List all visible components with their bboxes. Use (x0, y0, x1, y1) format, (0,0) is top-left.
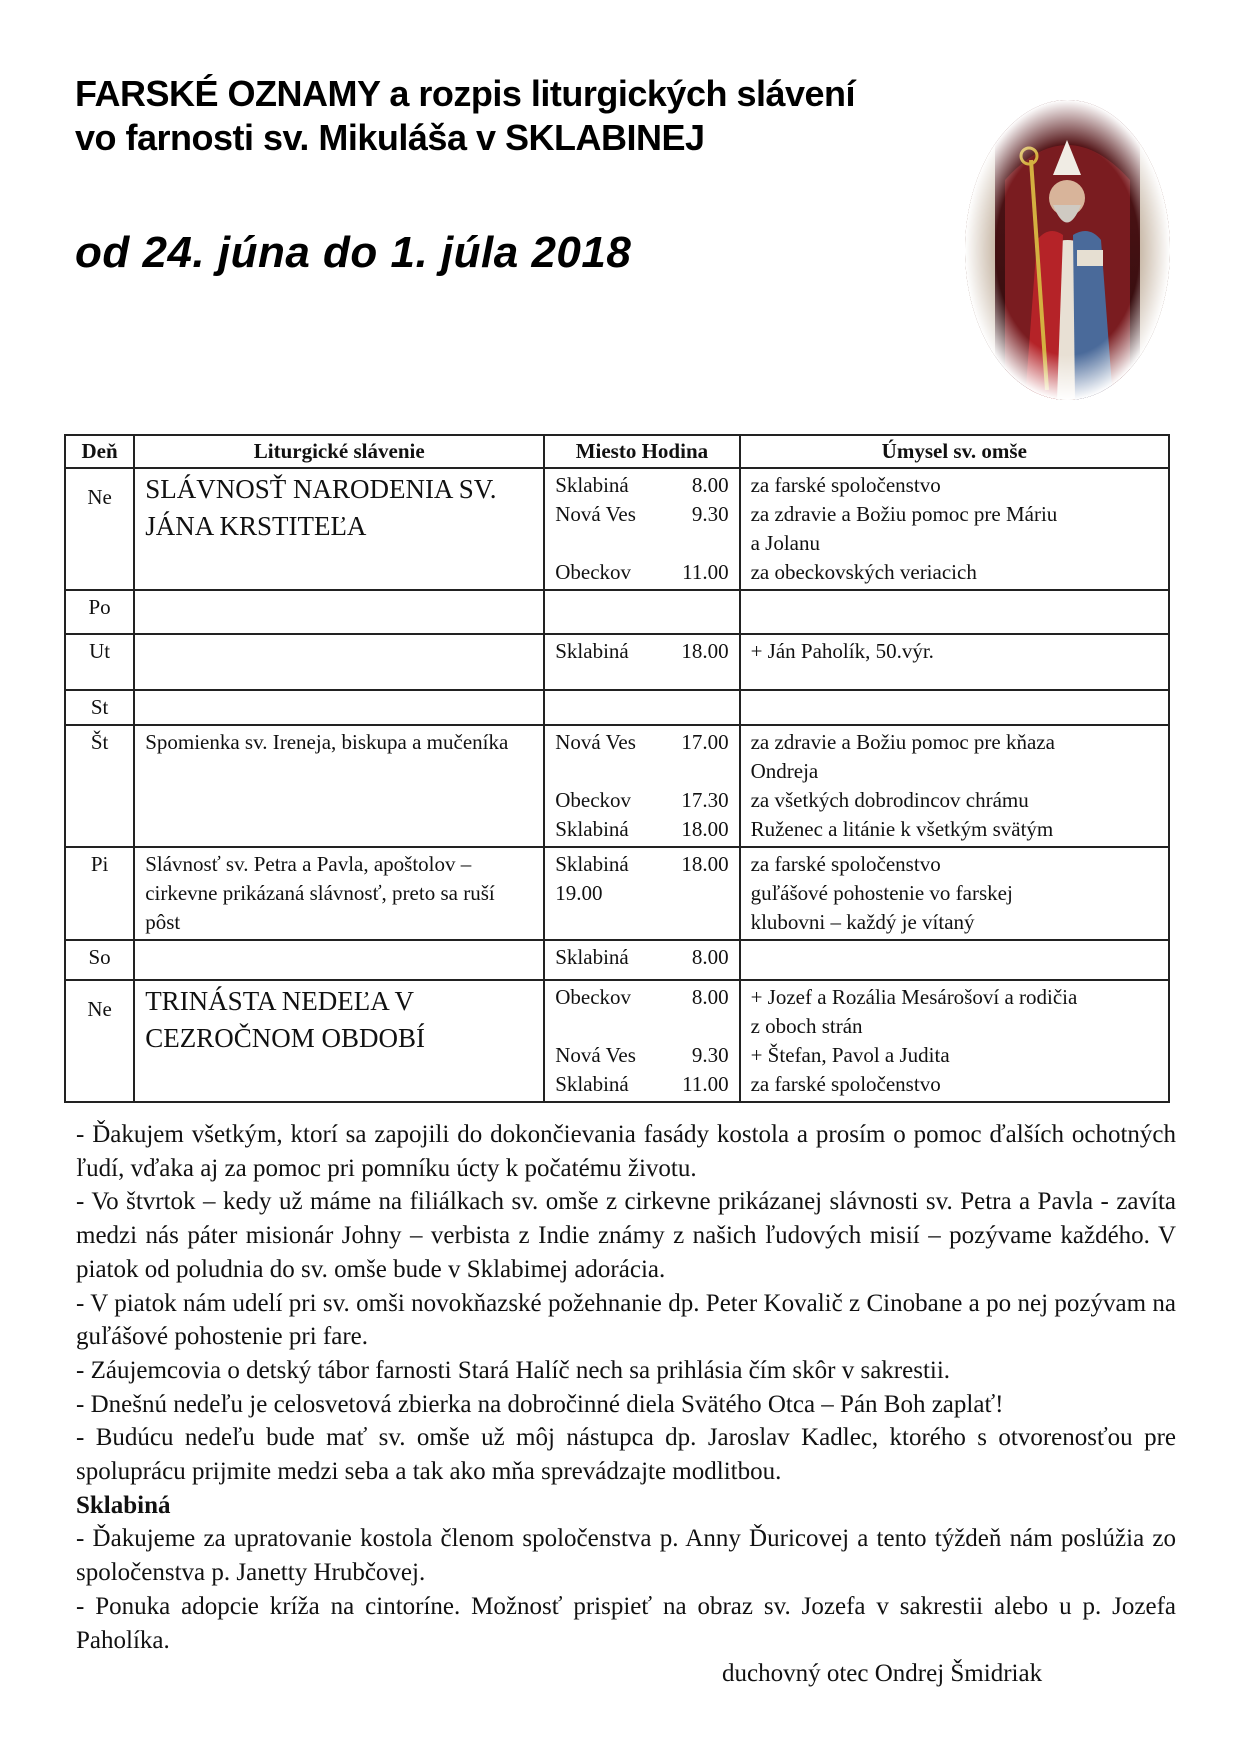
place-name: Sklabiná (555, 1072, 629, 1096)
mass-time: 11.00 (682, 560, 729, 584)
intention-cell (740, 590, 1169, 634)
day-cell: Pi (65, 847, 134, 940)
place-time-cell (544, 725, 739, 847)
place-time-line (555, 471, 728, 500)
table-row (65, 940, 1169, 980)
intention-line: za obeckovských veriacich (750, 560, 977, 584)
place-name: Sklabiná (555, 852, 629, 876)
celebration-cell (134, 690, 544, 725)
place-name: Sklabiná (555, 473, 629, 497)
mass-time: 17.00 (681, 730, 729, 754)
place-time-line (555, 943, 728, 972)
mass-time: 8.00 (691, 945, 729, 969)
mass-time: 11.00 (682, 1072, 729, 1096)
place-name: Sklabiná (555, 945, 629, 969)
intention-line: + Ján Paholík, 50.výr. (750, 639, 934, 663)
place-time-line (555, 879, 728, 908)
table-row (65, 468, 1169, 590)
table-row (65, 634, 1169, 690)
col-header-intention: Úmysel sv. omše (740, 435, 1169, 468)
place-time-cell (544, 468, 739, 590)
intention-line: za farské spoločenstvo (750, 852, 941, 876)
note: - Vo štvrtok – kedy už máme na filiálkach sv. omše z cirkevne prikázanej slávnosti sv. Petra a Pavla - zavíta medzi nás páter misionár Johny – verbista z Indie známy z našich ľudových misií – pozývame každého. V piatok od poludnia do sv. omše bude v Sklabimej adorácia. (76, 1188, 1176, 1283)
mass-time: 8.00 (691, 473, 729, 497)
announcements (76, 1118, 1176, 1657)
place-time-line (555, 728, 728, 757)
intention-line: guľášové pohostenie vo farskej (750, 881, 1013, 905)
day-cell: So (65, 940, 134, 980)
place-time-line (555, 815, 728, 844)
celebration-cell: TRINÁSTA NEDEĽA V CEZROČNOM OBDOBÍ (134, 980, 544, 1102)
sklabina-note: - Ďakujeme za upratovanie kostola členom spoločenstva p. Anny Ďuricovej a tento týždeň nám poslúžia zo spoločenstva p. Janetty Hrubčovej. (76, 1525, 1176, 1587)
table-header-row (65, 435, 1169, 468)
intention-line: klubovni – každý je vítaný (750, 910, 975, 934)
intention-line: za zdravie a Božiu pomoc pre Máriu (750, 502, 1058, 526)
intention-line: Ondreja (750, 759, 819, 783)
celebration-cell (134, 590, 544, 634)
table-row (65, 980, 1169, 1102)
mass-time: 18.00 (681, 852, 729, 876)
day-cell: St (65, 690, 134, 725)
day-cell: Ne (65, 468, 134, 590)
intention-line: za všetkých dobrodincov chrámu (750, 788, 1029, 812)
sklabina-heading: Sklabiná (76, 1491, 171, 1519)
place-time-line (555, 1012, 728, 1041)
place-time-cell (544, 634, 739, 690)
intention-cell (740, 725, 1169, 847)
place-time-line (555, 983, 728, 1012)
day-cell: Št (65, 725, 134, 847)
place-time-line (555, 637, 728, 666)
place-time-line (555, 1041, 728, 1070)
schedule-table (64, 434, 1170, 1103)
place-time-line (555, 500, 728, 529)
place-time-cell (544, 847, 739, 940)
intention-line: a Jolanu (750, 531, 820, 555)
mass-time: 18.00 (681, 817, 729, 841)
place-name: 19.00 (555, 881, 603, 905)
col-header-day: Deň (65, 435, 134, 468)
place-time-cell (544, 590, 739, 634)
place-name: Sklabiná (555, 817, 629, 841)
place-time-line (555, 1070, 728, 1099)
page-title (75, 72, 975, 160)
intention-cell (740, 980, 1169, 1102)
intention-line: + Jozef a Rozália Mesárošoví a rodičia (750, 985, 1078, 1009)
note: - Dnešnú nedeľu je celosvetová zbierka na dobročinné diela Svätého Otca – Pán Boh zaplať! (76, 1390, 1004, 1418)
mass-time: 8.00 (691, 985, 729, 1009)
celebration-cell: Slávnosť sv. Petra a Pavla, apoštolov – cirkevne prikázaná slávnosť, preto sa ruší pôst (134, 847, 544, 940)
place-time-line (555, 850, 728, 879)
intention-line: za zdravie a Božiu pomoc pre kňaza (750, 730, 1055, 754)
intention-cell (740, 940, 1169, 980)
intention-line: Ruženec a litánie k všetkým svätým (750, 817, 1054, 841)
table-row (65, 590, 1169, 634)
day-cell: Po (65, 590, 134, 634)
note: - Budúcu nedeľu bude mať sv. omše už môj nástupca dp. Jaroslav Kadlec, ktorého s otvorenosťou pre spoluprácu prijmite medzi seba a tak ako mňa sprevádzajte modlitbou. (76, 1424, 1176, 1486)
place-name: Obeckov (555, 985, 632, 1009)
table-row (65, 725, 1169, 847)
place-name: Nová Ves (555, 1043, 636, 1067)
intention-line: za farské spoločenstvo (750, 1072, 941, 1096)
place-name: Sklabiná (555, 639, 629, 663)
day-cell: Ne (65, 980, 134, 1102)
col-header-place-time: Miesto Hodina (544, 435, 739, 468)
intention-cell (740, 847, 1169, 940)
mass-time: 9.30 (691, 502, 729, 526)
place-time-cell (544, 940, 739, 980)
title-line-1: FARSKÉ OZNAMY a rozpis liturgických slávení (75, 73, 856, 114)
table-row (65, 690, 1169, 725)
place-time-line (555, 529, 728, 558)
intention-line: za farské spoločenstvo (750, 473, 941, 497)
celebration-cell: SLÁVNOSŤ NARODENIA SV. JÁNA KRSTITEĽA (134, 468, 544, 590)
celebration-cell (134, 940, 544, 980)
note: - V piatok nám udelí pri sv. omši novokňazské požehnanie dp. Peter Kovalič z Cinobane a po nej pozývam na guľášové pohostenie pri fare. (76, 1289, 1176, 1351)
celebration-cell: Spomienka sv. Ireneja, biskupa a mučeníka (134, 725, 544, 847)
place-name: Obeckov (555, 560, 632, 584)
intention-cell (740, 634, 1169, 690)
saint-statue-image (965, 100, 1170, 400)
place-time-line (555, 757, 728, 786)
place-time-line (555, 558, 728, 587)
note: - Ďakujem všetkým, ktorí sa zapojili do dokončievania fasády kostola a prosím o pomoc ďalších ochotných ľudí, vďaka aj za pomoc pri pomníku úcty k počatému životu. (76, 1121, 1176, 1182)
intention-line: z oboch strán (750, 1014, 863, 1038)
place-time-cell (544, 690, 739, 725)
table-row (65, 847, 1169, 940)
note: - Záujemcovia o detský tábor farnosti Stará Halíč nech sa prihlásia čím skôr v sakrestii. (76, 1356, 951, 1384)
col-header-celebration: Liturgické slávenie (134, 435, 544, 468)
intention-line: + Štefan, Pavol a Judita (750, 1043, 950, 1067)
date-range: od 24. júna do 1. júla 2018 (75, 228, 632, 277)
celebration-cell (134, 634, 544, 690)
intention-cell (740, 690, 1169, 725)
sklabina-note: - Ponuka adopcie kríža na cintoríne. Možnosť prispieť na obraz sv. Jozefa v sakrestii alebo u p. Jozefa Paholíka. (76, 1592, 1176, 1654)
title-line-2: vo farnosti sv. Mikuláša v SKLABINEJ (75, 117, 705, 158)
mass-time: 18.00 (681, 639, 729, 663)
mass-time: 9.30 (691, 1043, 729, 1067)
place-name: Nová Ves (555, 502, 636, 526)
place-name: Nová Ves (555, 730, 636, 754)
place-name: Obeckov (555, 788, 632, 812)
day-cell: Ut (65, 634, 134, 690)
intention-cell (740, 468, 1169, 590)
signature: duchovný otec Ondrej Šmidriak (722, 1660, 1043, 1687)
place-time-line (555, 786, 728, 815)
place-time-cell (544, 980, 739, 1102)
mass-time: 17.30 (681, 788, 729, 812)
